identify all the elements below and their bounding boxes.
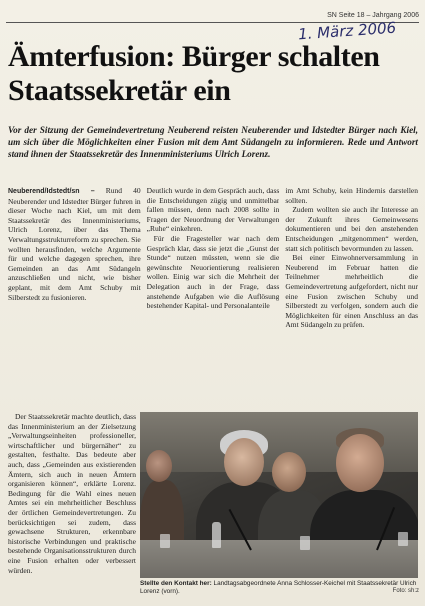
column-2 [147,186,280,412]
handwritten-date: 1. März 2006 [297,18,397,44]
photo-person-woman-head [224,438,264,486]
column-3-paragraph: im Amt Schuby, kein Hindernis darstellen sollten. [285,186,419,205]
column-1-continued [8,412,136,602]
article-lead: Vor der Sitzung der Gemeindevertretung Neuberend reisten Neuberender und Idstedter Bürger nach Kiel, um sich über die Möglichkeiten einer Fusion mit dem Amt Südangeln zu informieren. Rede und Antwort stand ihnen der Staatssekretär des Innenministeriums Ulrich Lorenz. [8,125,418,160]
photo-person-left-head [146,450,172,482]
photo-credit: Foto: sh:z [392,588,419,594]
glass-icon [160,534,170,548]
column-2-paragraph: Deutlich wurde in dem Gespräch auch, dass die Entscheidungen zügig und unmittelbar fallen müssen, denn nach 2008 sollte in Fragen der Neuordnung der Verwaltungen „Ruhe“ einkehren. [146,186,280,234]
column-1-paragraph: Der Staatssekretär machte deutlich, dass das Innenministerium an der Zielsetzung „Verwaltungseinheiten professioneller, wirtschaftlicher und bürgernäher“ zu gestalten, festhalte. Das bedeute aber auch, dass „Gemeinden aus existierenden Ämtern, sich auch in neuen Ämtern organisieren können“, erklärte Lorenz. Bedingung für die Wahl eines neuen Amtes sei ein mehrheitlicher Beschluss der örtlichen Gemeindevertretungen. Zu berücksichtigen sei zudem, dass gewachsene Strukturen, erkennbare historische Verbindungen und praktische bestehende Organisationsstrukturen durch eine Fusion erhalten oder verbessert würden. [8,412,136,575]
column-2-paragraph: Für die Fragesteller war nach dem Gespräch klar, dass sie jetzt die „Gunst der Stunde“ nutzen müssten, wenn sie die gewünschte Neuorientierung realisieren wollen. Einig war sich die Mehrheit der Delegation auch in der Frage, dass anstehende Aufgaben wie die Auflösung bestehender Kapital- und Personalanteile [146,233,280,311]
column-1 [8,186,141,412]
photo-person-middle-head [272,452,306,492]
article-photo [140,412,418,578]
column-3-paragraph: Bei einer Einwohnerversammlung in Neuberend im Februar hatten die Teilnehmer mehrheitlich die Gemeindevertretung aufgefordert, nicht nur eine Fusion zwischen Schuby und Silberstedt zu verfolgen, sondern auch die Möglichkeiten für einen Anschluss an das Amt Südangeln zu prüfen. [285,253,419,330]
article-columns [8,186,418,412]
page-header: SN Seite 18 – Jahrgang 2006 [327,12,419,19]
photo-person-man-head [336,434,384,492]
column-1-paragraph: Neuberend/Idstedt/sn – Rund 40 Neuberender und Idstedter Bürger fuhren in dieser Woche nach Kiel, um mit dem Staatssekretär des Innenministeriums, Ulrich Lorenz, über das Thema Verwaltungsstrukturreform zu sprechen. Sie wollten herausfinden, welche Argumente für und welche dagegen sprechen, ihre Gemeinden an das Amt Südangeln anzuschließen und nicht, wie bisher geplant, mit dem Amt Schuby mit Silberstedt zu fusionieren. [8,186,141,302]
photo-caption [140,580,418,596]
bottle-icon [212,522,221,548]
caption-label: Stellte den Kontakt her: [140,580,212,587]
dateline: Neuberend/Idstedt/sn – [8,188,95,195]
article-headline: Ämterfusion: Bürger schalten Staatssekretär ein [8,40,380,107]
column-3 [285,186,418,412]
column-3-paragraph: Zudem wollten sie auch ihr Interesse an der Zukunft ihres Gemeinwesens dokumentieren und bei den anstehenden Entscheidungen „mitgenommen“ werden, statt sich politisch bevormunden zu lassen. [285,205,419,253]
glass-icon [398,532,408,546]
glass-icon [300,536,310,550]
caption-text: Landtagsabgeordnete Anna Schlosser-Keichel mit Staatssekretär Ulrich Lorenz (vorn). [140,580,417,596]
